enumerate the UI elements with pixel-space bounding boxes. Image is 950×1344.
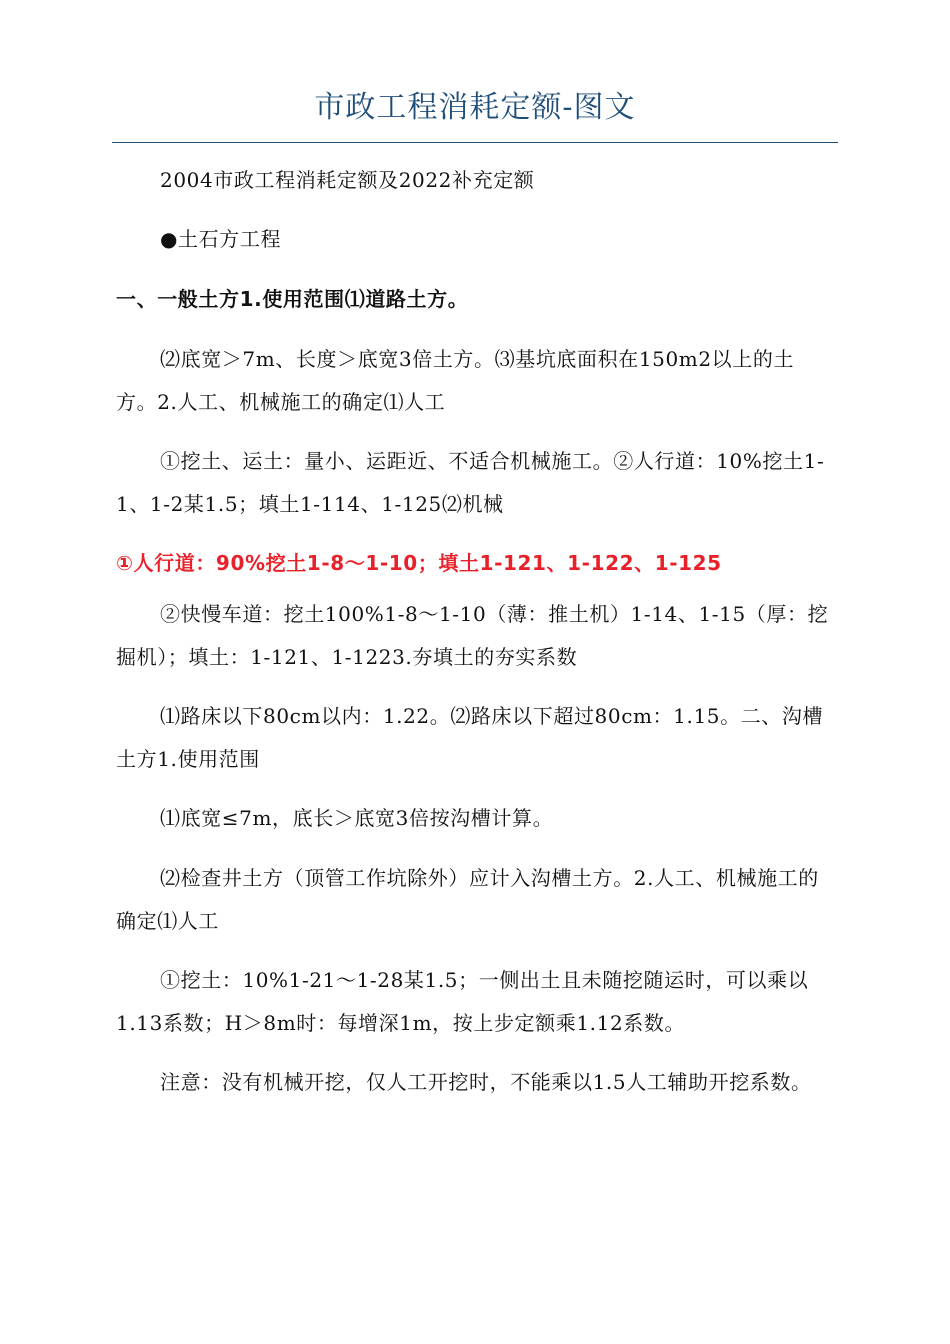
paragraph-12: 注意：没有机械开挖，仅人工开挖时，不能乘以1.5人工辅助开挖系数。	[160, 1070, 812, 1094]
highlight-paragraph: ①人行道：90%挖土1-8～1-10；填土1-121、1-122、1-125	[116, 551, 722, 575]
paragraph-2: ●土石方工程	[160, 227, 282, 251]
paragraph-9: ⑴底宽≤7m，底长＞底宽3倍按沟槽计算。	[160, 806, 554, 830]
paragraph-1: 2004市政工程消耗定额及2022补充定额	[160, 168, 535, 192]
paragraph-5: ①挖土、运土：量小、运距近、不适合机械施工。②人行道：10%挖土1-1、1-2某1.5；填土1-114、1-125⑵机械	[116, 449, 825, 516]
paragraph-10: ⑵检查井土方（顶管工作坑除外）应计入沟槽土方。2.人工、机械施工的确定⑴人工	[116, 866, 819, 933]
paragraph-4: ⑵底宽＞7m、长度＞底宽3倍土方。⑶基坑底面积在150m2以上的土方。2.人工、机械施工的确定⑴人工	[116, 347, 795, 414]
section-heading-1: 一、一般土方1.使用范围⑴道路土方。	[116, 287, 469, 311]
paragraph-8: ⑴路床以下80cm以内：1.22。⑵路床以下超过80cm：1.15。二、沟槽土方1.使用范围	[116, 704, 824, 771]
paragraph-7: ②快慢车道：挖土100%1-8～1-10（薄：推土机）1-14、1-15（厚：挖掘机）；填土：1-121、1-1223.夯填土的夯实系数	[116, 602, 829, 669]
paragraph-11: ①挖土：10%1-21～1-28某1.5；一侧出土且未随挖随运时，可以乘以1.13系数；H＞8m时：每增深1m，按上步定额乘1.12系数。	[116, 968, 809, 1035]
title-divider	[112, 142, 838, 143]
page-title: 市政工程消耗定额-图文	[314, 90, 636, 125]
